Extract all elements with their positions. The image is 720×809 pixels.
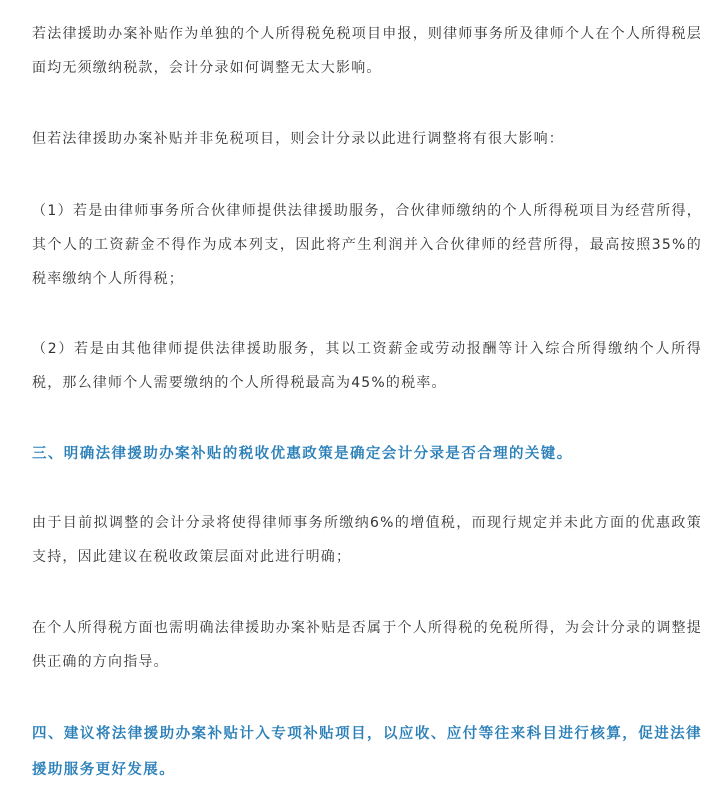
paragraph-point-2: （2）若是由其他律师提供法律援助服务，其以工资薪金或劳动报酬等计入综合所得缴纳个人所得税，那么律师个人需要缴纳的个人所得税最高为45%的税率。 xyxy=(32,341,702,391)
paragraph-income-tax-policy: 在个人所得税方面也需明确法律援助办案补贴是否属于个人所得税的免税所得，为会计分录的调整提供正确的方向指导。 xyxy=(32,620,702,670)
paragraph-tax-exempt-case: 若法律援助办案补贴作为单独的个人所得税免税项目申报，则律师事务所及律师个人在个人所得税层面均无须缴纳税款，会计分录如何调整无太大影响。 xyxy=(32,26,702,76)
section-heading-4: 四、建议将法律援助办案补贴计入专项补贴项目，以应收、应付等往来科目进行核算，促进法律援助服务更好发展。 xyxy=(32,726,702,778)
paragraph-non-exempt-impact: 但若法律援助办案补贴并非免税项目，则会计分录以此进行调整将有很大影响： xyxy=(32,131,564,147)
paragraph-vat-policy: 由于目前拟调整的会计分录将使得律师事务所缴纳6%的增值税，而现行规定并未此方面的优惠政策支持，因此建议在税收政策层面对此进行明确； xyxy=(32,515,702,565)
section-heading-3: 三、明确法律援助办案补贴的税收优惠政策是确定会计分录是否合理的关键。 xyxy=(32,446,573,462)
paragraph-point-1: （1）若是由律师事务所合伙律师提供法律援助服务，合伙律师缴纳的个人所得税项目为经营所得，其个人的工资薪金不得作为成本列支，因此将产生利润并入合伙律师的经营所得，最高按照35%的税率缴纳个人所得税； xyxy=(32,203,702,287)
